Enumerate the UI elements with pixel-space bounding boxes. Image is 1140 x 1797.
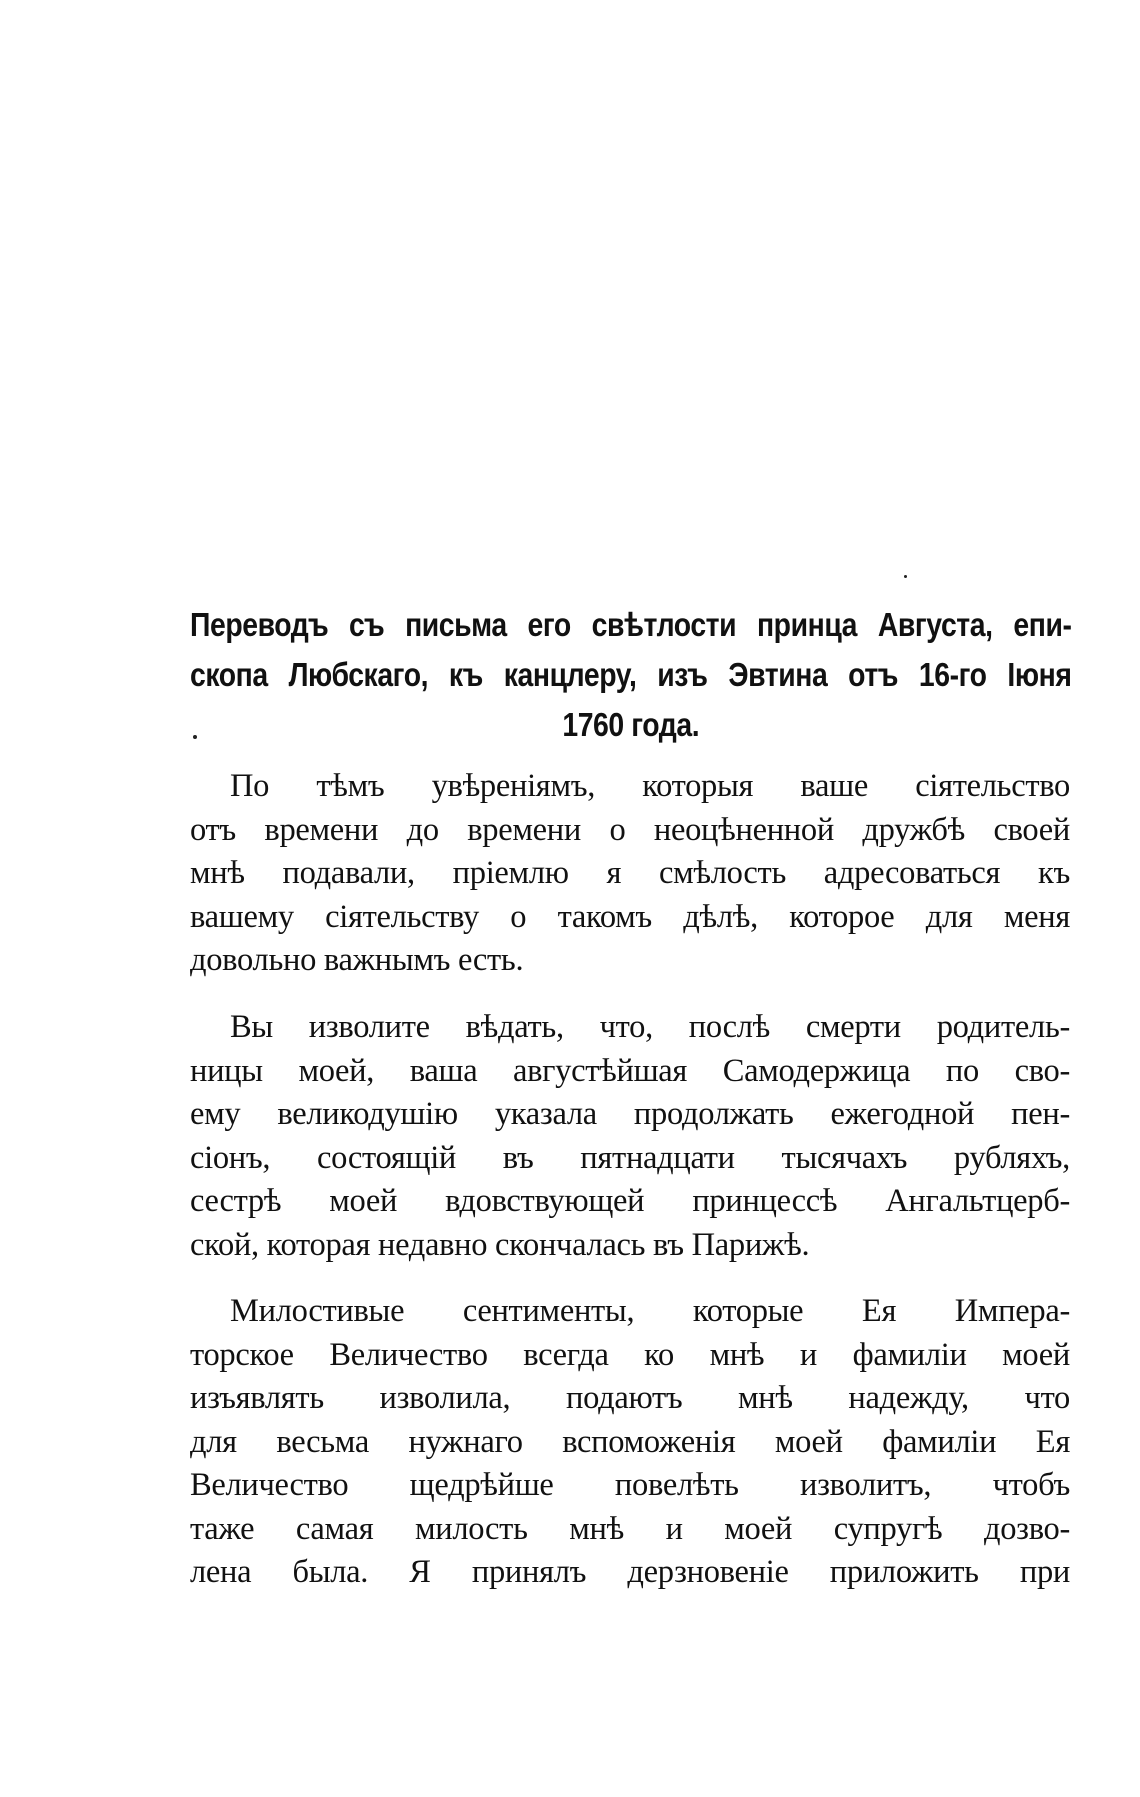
text-line: отъ времени до времени о неоцѣненной дружбѣ своей <box>190 811 1070 848</box>
print-speck <box>904 575 907 578</box>
heading-year: 1760 года. <box>562 706 700 743</box>
paragraph-1 <box>190 765 1070 983</box>
heading-line: скопа Любскаго, къ канцлеру, изъ Эвтина отъ 16-го Іюня <box>190 656 1072 693</box>
text-line: Величество щедрѣйше повелѣть изволитъ, чтобъ <box>190 1467 1070 1503</box>
paragraph-3 <box>190 1290 1070 1595</box>
text-line: ему великодушію указала продолжать ежегодной пен- <box>190 1096 1070 1132</box>
text-line: для весьма нужнаго вспоможенія моей фамиліи Ея <box>190 1423 1070 1460</box>
letter-heading <box>190 600 1072 750</box>
text-line: таже самая милость мнѣ и моей супругѣ дозво- <box>190 1510 1070 1547</box>
text-line: торское Величество всегда ко мнѣ и фамиліи моей <box>190 1336 1070 1373</box>
text-line: вашему сіятельству о такомъ дѣлѣ, которое для меня <box>190 898 1070 935</box>
text-line: По тѣмъ увѣреніямъ, которыя ваше сіятельство <box>230 768 1070 804</box>
text-line: лена была. Я принялъ дерзновеніе приложить при <box>190 1554 1070 1590</box>
text-line: Вы изволите вѣдать, что, послѣ смерти родитель- <box>230 1009 1070 1045</box>
text-line: довольно важнымъ есть. <box>190 942 524 978</box>
text-line: мнѣ подавали, пріемлю я смѣлость адресоваться къ <box>190 855 1070 891</box>
text-line: сестрѣ моей вдовствующей принцессѣ Ангальтцерб- <box>190 1183 1070 1219</box>
text-line: Милостивые сентименты, которые Ея Импера- <box>230 1293 1070 1329</box>
text-line: сіонъ, состоящій въ пятнадцати тысячахъ рубляхъ, <box>190 1139 1070 1176</box>
text-line: ницы моей, ваша августѣйшая Самодержица по сво- <box>190 1052 1070 1089</box>
paragraph-2 <box>190 1006 1070 1267</box>
text-line: ской, которая недавно скончалась въ Парижѣ. <box>190 1226 810 1263</box>
text-line: изъявлять изволила, подаютъ мнѣ надежду, что <box>190 1380 1070 1416</box>
heading-line: Переводъ съ письма его свѣтлости принца Августа, епи- <box>190 606 1072 643</box>
